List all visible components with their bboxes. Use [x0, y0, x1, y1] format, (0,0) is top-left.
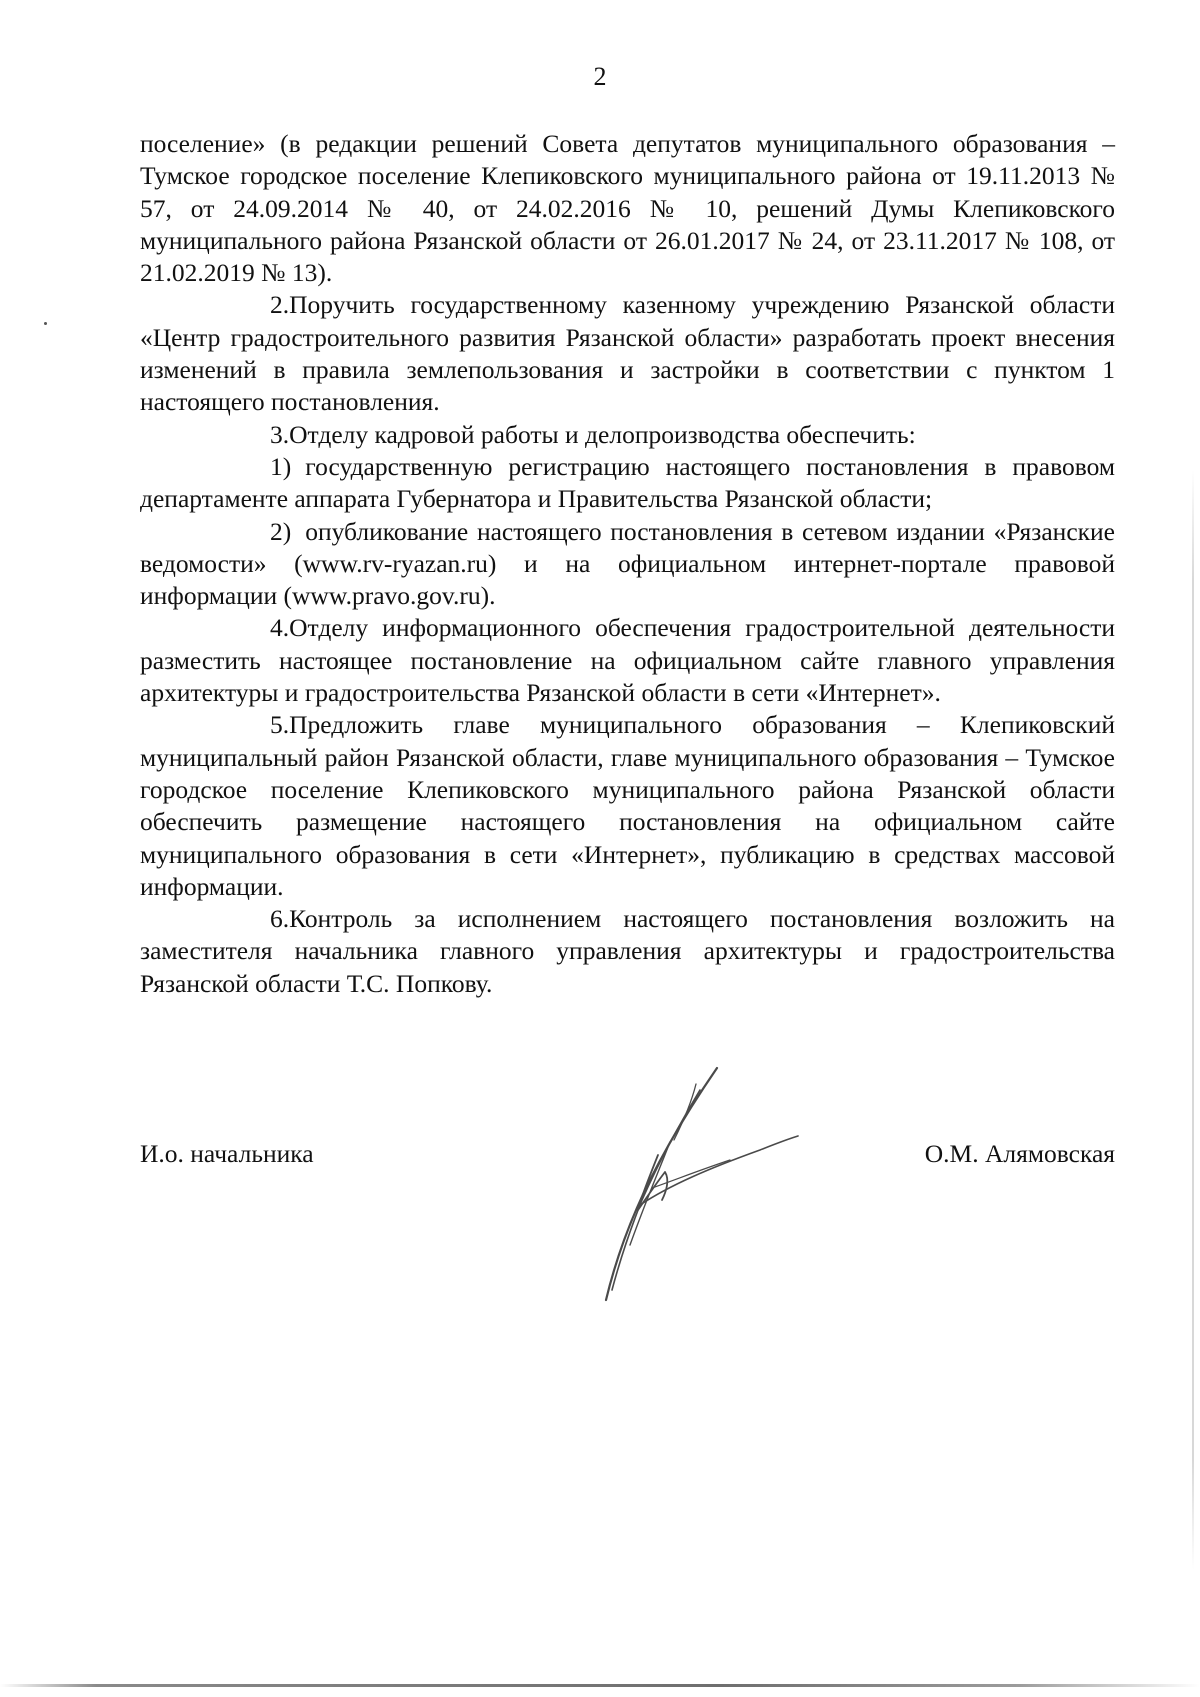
paragraph-subitem-2: [140, 516, 1115, 613]
paragraph-item-3: [140, 419, 1115, 451]
scan-right-edge: [1192, 470, 1194, 1570]
document-body: [140, 128, 1115, 1000]
paragraph-subitem-1: [140, 451, 1115, 516]
item-number: 6.: [270, 904, 290, 934]
paragraph-item-2: [140, 289, 1115, 418]
signatory-position: И.о. начальника: [140, 1139, 314, 1168]
page-number: 2: [593, 62, 607, 91]
subitem-number: 1): [270, 451, 292, 481]
handwritten-signature: [600, 1060, 830, 1330]
paragraph-item-5: [140, 709, 1115, 903]
paragraph-text: поселение» (в редакции решений Совета депутатов муниципального образования – Тумское городское поселение Клепиковского муниципального района от 19.11.2013 № 57, от 24.09.2014 № 40, от 24.02.2016 № 10, решений Думы Клепиковского муниципального района Рязанской области от 26.01.2017 № 24, от 23.11.2017 № 108, от 21.02.2019 № 13).: [140, 129, 1115, 288]
paragraph-text: Контроль за исполнением настоящего постановления возложить на заместителя начальника главного управления архитектуры и градостроительства Рязанской области Т.С. Попкову.: [140, 904, 1115, 998]
signature-block: [140, 1138, 1115, 1178]
subitem-number: 2): [270, 516, 292, 546]
paragraph-continuation: [140, 128, 1115, 289]
paragraph-text: опубликование настоящего постановления в сетевом издании «Рязанские ведомости» (www.rv-ryazan.ru) и на официальном интернет-портале правовой информации (www.pravo.gov.ru).: [140, 516, 1115, 611]
paragraph-text: Отделу кадровой работы и делопроизводства обеспечить:: [289, 419, 916, 449]
paragraph-item-6: [140, 903, 1115, 1000]
scan-speck: [44, 322, 47, 325]
signatory-name: О.М. Алямовская: [924, 1139, 1115, 1168]
paragraph-text: государственную регистрацию настоящего постановления в правовом департаменте аппарата Губернатора и Правительства Рязанской области;: [140, 451, 1115, 514]
paragraph-item-4: [140, 612, 1115, 709]
item-number: 4.: [270, 613, 290, 643]
item-number: 2.: [270, 290, 290, 320]
scan-bottom-edge: [0, 1684, 1200, 1687]
item-number: 5.: [270, 710, 290, 740]
paragraph-text: Поручить государственному казенному учреждению Рязанской области «Центр градостроительного развития Рязанской области» разработать проект внесения изменений в правила землепользования и застройки в соответствии с пунктом 1 настоящего постановления.: [140, 290, 1115, 417]
paragraph-text: Отделу информационного обеспечения градостроительной деятельности разместить настоящее постановление на официальном сайте главного управления архитектуры и градостроительства Рязанской области в сети «Интернет».: [140, 613, 1115, 708]
paragraph-text: Предложить главе муниципального образования – Клепиковский муниципальный район Рязанской области, главе муниципального образования – Тумское городское поселение Клепиковского муниципального района Рязанской области обеспечить размещение настоящего постановления на официальном сайте муниципального образования в сети «Интернет», публикацию в средствах массовой информации.: [140, 710, 1115, 901]
item-number: 3.: [270, 419, 290, 449]
